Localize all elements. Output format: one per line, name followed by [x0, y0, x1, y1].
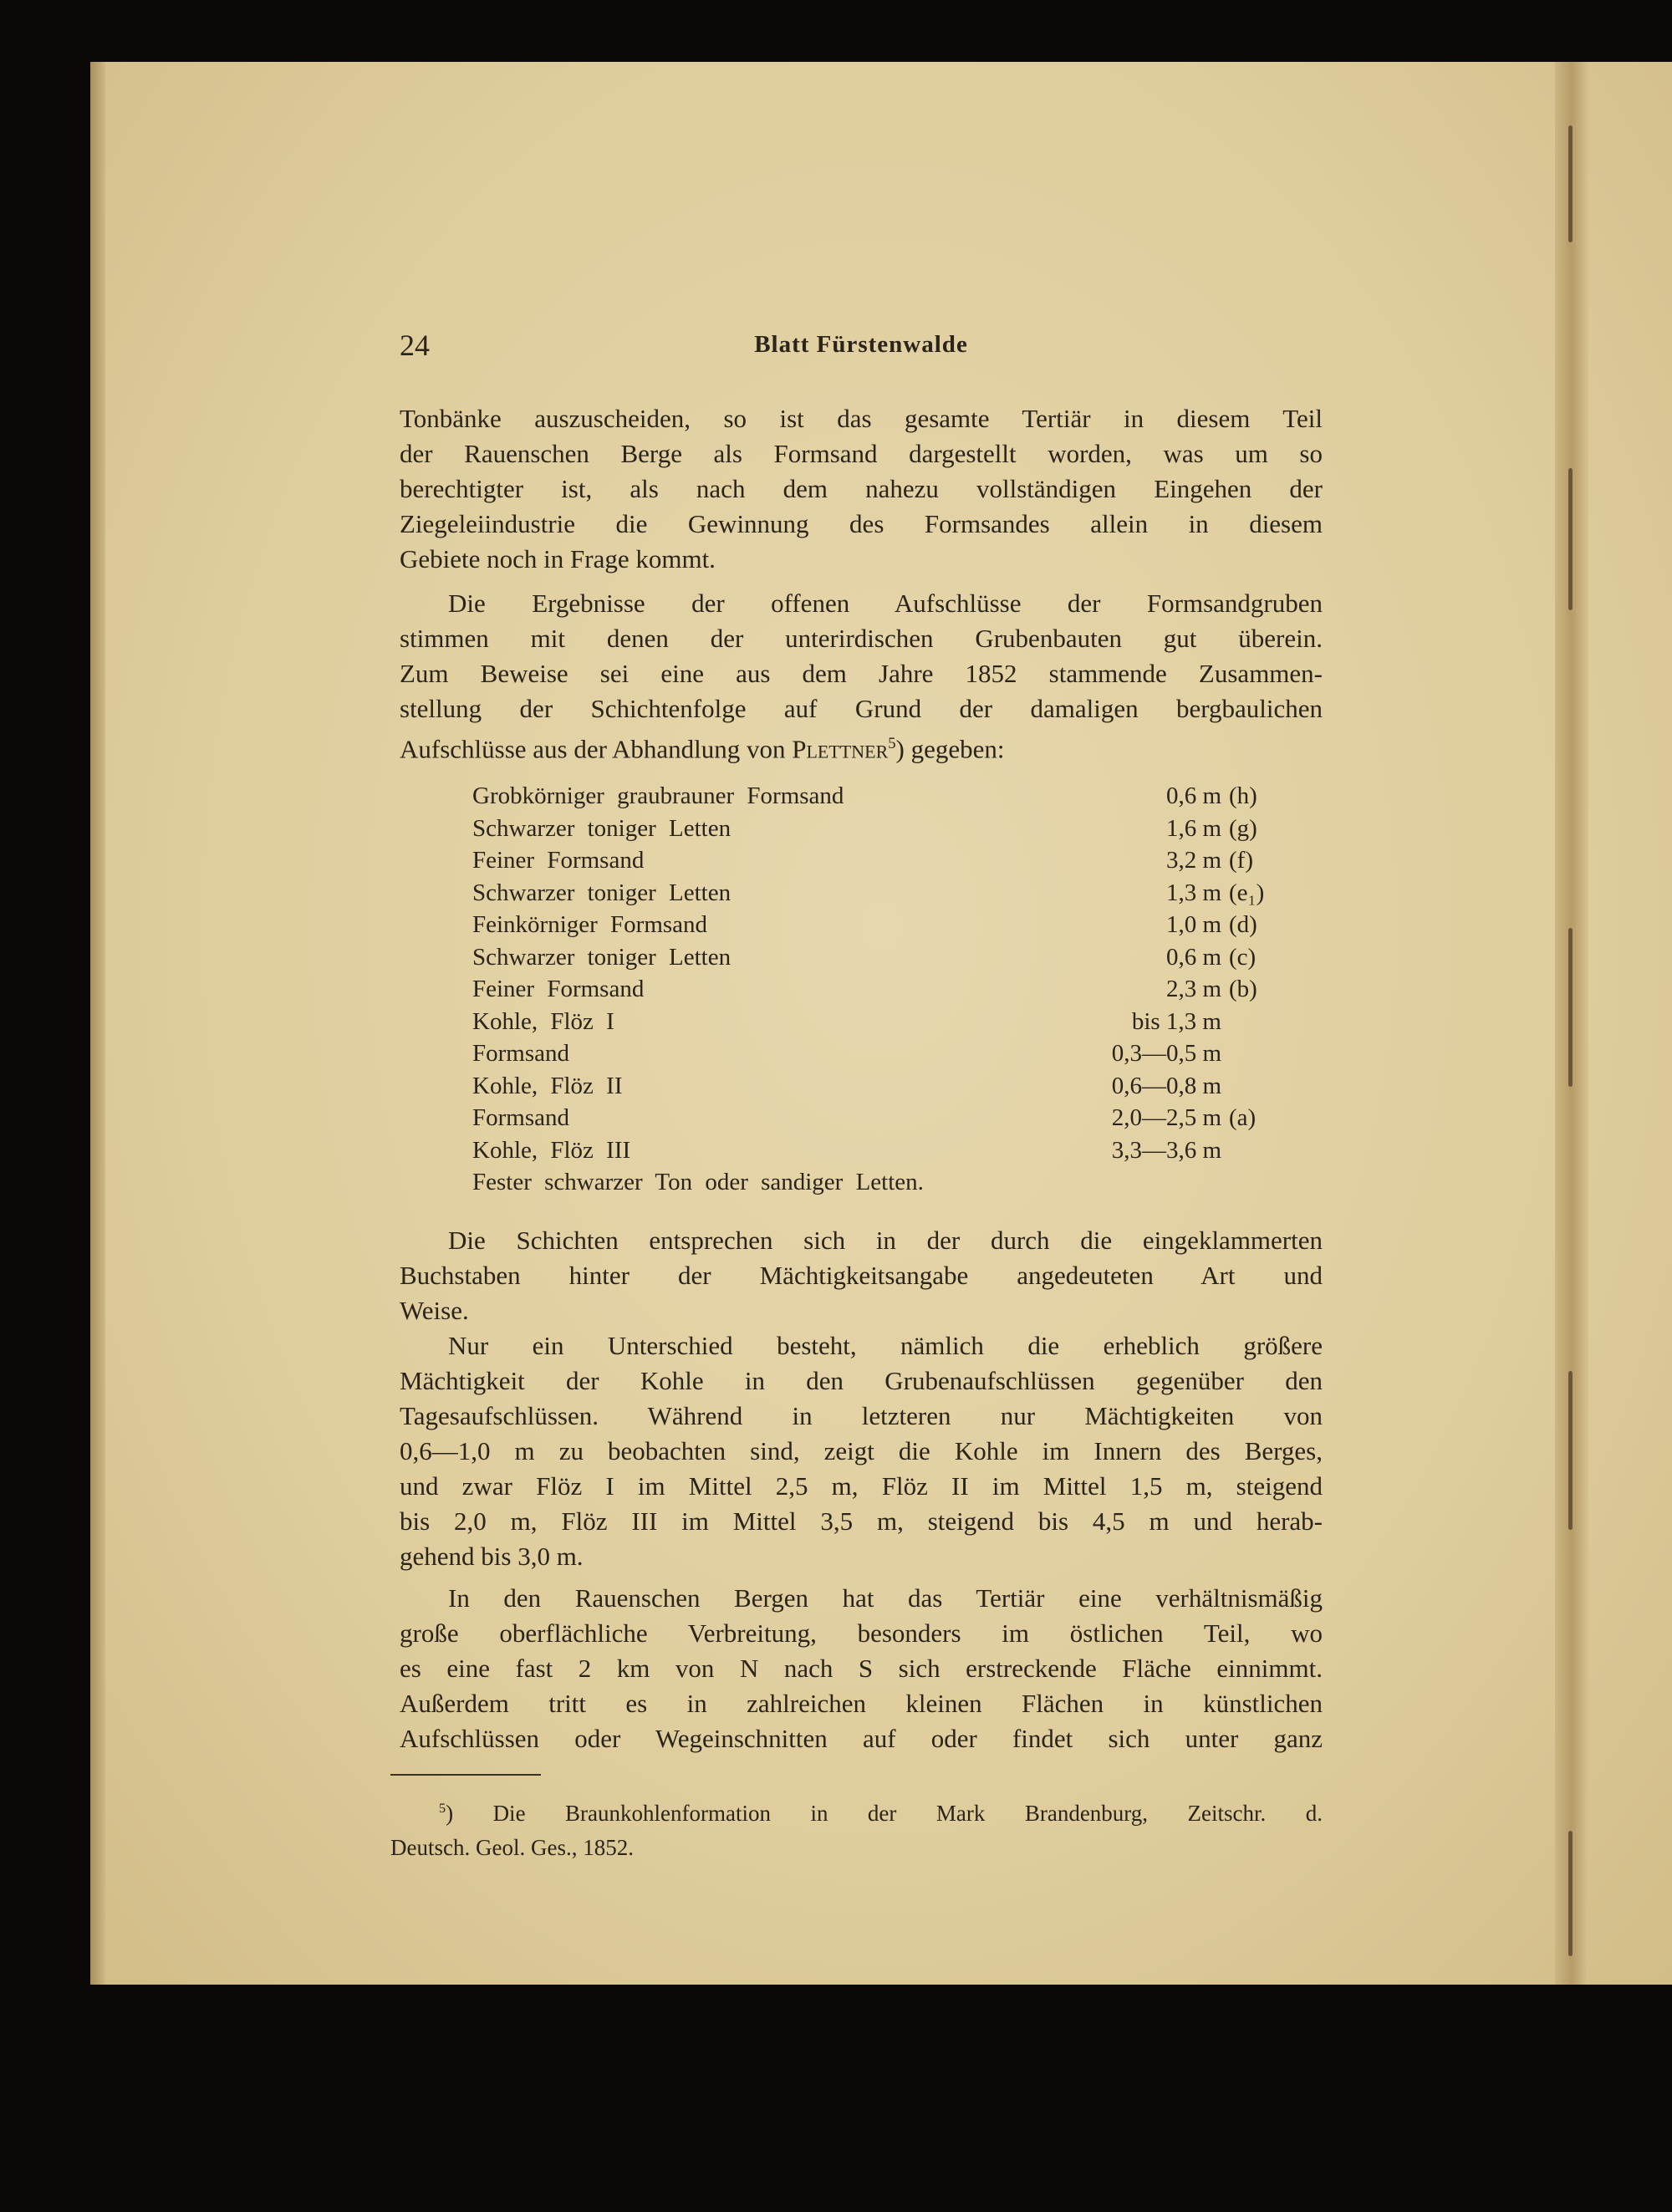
table-row: [472, 1070, 1308, 1103]
text-line: Buchstaben hinter der Mächtigkeitsangabe angedeuteten Art und: [400, 1261, 1323, 1290]
layer-thickness: 2,3 m: [1165, 976, 1221, 1002]
layer-tag: (d): [1229, 911, 1257, 938]
table-row: [472, 941, 1308, 974]
text-line: und zwar Flöz I im Mittel 2,5 m, Flöz II im Mittel 1,5 m, steigend: [400, 1471, 1323, 1501]
text-line: Weise.: [400, 1296, 469, 1325]
layer-thickness: 0,3—0,5 m: [1111, 1040, 1221, 1067]
layer-name: Feinkörniger Formsand: [472, 911, 708, 938]
text-line: Gebiete noch in Frage kommt.: [400, 544, 716, 573]
layer-tag: (b): [1229, 976, 1257, 1002]
layer-thickness: 0,6 m: [1165, 943, 1221, 971]
layer-name: Feiner Formsand: [472, 847, 645, 874]
layer-name: Schwarzer toniger Letten: [472, 943, 732, 971]
layer-thickness: 3,2 m: [1165, 847, 1221, 874]
text-line: [400, 726, 1323, 767]
text-segment: Aufschlüsse aus der Abhandlung von: [400, 734, 786, 764]
layer-thickness: 3,3—3,6 m: [1111, 1136, 1221, 1164]
table-row: [472, 844, 1308, 877]
layer-name: Formsand: [472, 1040, 569, 1067]
text-line: stellung der Schichtenfolge auf Grund der damaligen bergbaulichen: [400, 694, 1323, 723]
table-row: [472, 1134, 1308, 1167]
text-line: Zum Beweise sei eine aus dem Jahre 1852 stammende Zusammen-: [400, 659, 1323, 688]
layer-tag: (f): [1229, 847, 1253, 874]
paragraph-1: [400, 401, 1323, 577]
layer-tag: (h): [1229, 782, 1257, 809]
text-line: Nur ein Unterschied besteht, nämlich die erheblich größere: [448, 1331, 1323, 1360]
layer-name: Formsand: [472, 1104, 569, 1131]
binding-stitch: [1568, 1371, 1573, 1530]
layer-name: Kohle, Flöz II: [472, 1072, 623, 1099]
layer-thickness: 0,6—0,8 m: [1111, 1072, 1221, 1099]
running-title: Blatt Fürstenwalde: [754, 331, 968, 358]
footnote-ref[interactable]: 5: [888, 735, 896, 752]
page-edge: [90, 62, 105, 1985]
paragraph-5: [400, 1581, 1323, 1756]
layer-name: Feiner Formsand: [472, 976, 645, 1002]
table-row: [472, 909, 1308, 941]
strata-table: [472, 780, 1308, 1199]
paragraph-2: [400, 586, 1323, 767]
layer-tag: (a): [1229, 1104, 1257, 1131]
table-row: [472, 813, 1308, 845]
table-row: [472, 780, 1308, 813]
layer-thickness: 0,6 m: [1165, 782, 1221, 809]
text-line: 0,6—1,0 m zu beobachten sind, zeigt die Kohle im Innern des Berges,: [400, 1436, 1323, 1465]
text-line: stimmen mit denen der unterirdischen Grubenbauten gut überein.: [400, 624, 1323, 653]
table-row: [472, 877, 1308, 910]
text-line: der Rauenschen Berge als Formsand dargestellt worden, was um so: [400, 439, 1323, 468]
paragraph-3: [400, 1223, 1323, 1328]
layer-thickness: 2,0—2,5 m: [1111, 1104, 1221, 1131]
text-line: Aufschlüssen oder Wegeinschnitten auf oder findet sich unter ganz: [400, 1724, 1323, 1753]
binding-stitch: [1568, 125, 1573, 242]
layer-thickness: bis 1,3 m: [1131, 1007, 1221, 1035]
text-line: Tonbänke auszuscheiden, so ist das gesamte Tertiär in diesem Teil: [400, 404, 1323, 433]
layer-thickness: 1,6 m: [1165, 814, 1221, 842]
layer-name: Grobkörniger graubrauner Formsand: [472, 782, 844, 809]
text-line: Außerdem tritt es in zahlreichen kleinen Flächen in künstlichen: [400, 1689, 1323, 1718]
text-line: Die Schichten entsprechen sich in der durch die eingeklammerten: [448, 1226, 1323, 1255]
layer-name: Schwarzer toniger Letten: [472, 814, 732, 842]
paragraph-4: [400, 1328, 1323, 1574]
page-number: 24: [400, 329, 430, 362]
text-segment: ) gegeben:: [895, 734, 1005, 764]
layer-thickness: 1,0 m: [1165, 911, 1221, 938]
layer-name: Fester schwarzer Ton oder sandiger Letten.: [472, 1169, 924, 1195]
layer-thickness: 1,3 m: [1165, 879, 1221, 906]
footnote: [390, 1792, 1323, 1865]
binding-stitch: [1568, 1831, 1573, 1956]
text-line: gehend bis 3,0 m.: [400, 1542, 584, 1571]
footnote-divider: [390, 1774, 541, 1776]
text-line: große oberflächliche Verbreitung, besonders im östlichen Teil, wo: [400, 1618, 1323, 1648]
layer-name: Kohle, Flöz I: [472, 1007, 614, 1035]
table-row: [472, 1006, 1308, 1038]
author-name: Plettner: [792, 734, 889, 764]
text-line: bis 2,0 m, Flöz III im Mittel 3,5 m, steigend bis 4,5 m und herab-: [400, 1506, 1323, 1536]
table-row: [472, 1166, 1308, 1199]
binding-stitch: [1568, 928, 1573, 1087]
layer-name: Kohle, Flöz III: [472, 1136, 631, 1164]
footnote-line: [390, 1792, 1323, 1831]
text-line: Die Ergebnisse der offenen Aufschlüsse der Formsandgruben: [448, 589, 1323, 618]
text-line: berechtigter ist, als nach dem nahezu vollständigen Eingehen der: [400, 474, 1323, 503]
table-row: [472, 1037, 1308, 1070]
text-line: Mächtigkeit der Kohle in den Grubenaufschlüssen gegenüber den: [400, 1366, 1323, 1395]
layer-tag: (c): [1229, 943, 1257, 971]
layer-tag: (e₁): [1229, 879, 1265, 906]
table-row: [472, 1102, 1308, 1134]
footnote-text: ) Die Braunkohlenformation in der Mark Brandenburg, Zeitschr. d.: [446, 1801, 1323, 1826]
layer-name: Schwarzer toniger Letten: [472, 879, 732, 906]
layer-tag: (g): [1229, 814, 1257, 842]
footnote-marker: 5: [439, 1801, 446, 1816]
footnote-line: Deutsch. Geol. Ges., 1852.: [390, 1835, 634, 1860]
text-line: Tagesaufschlüssen. Während in letzteren nur Mächtigkeiten von: [400, 1401, 1323, 1430]
text-line: In den Rauenschen Bergen hat das Tertiär eine verhältnismäßig: [448, 1583, 1323, 1613]
table-row: [472, 973, 1308, 1006]
binding-stitch: [1568, 468, 1573, 610]
text-line: Ziegeleiindustrie die Gewinnung des Formsandes allein in diesem: [400, 509, 1323, 538]
text-line: es eine fast 2 km von N nach S sich erstreckende Fläche einnimmt.: [400, 1654, 1323, 1683]
